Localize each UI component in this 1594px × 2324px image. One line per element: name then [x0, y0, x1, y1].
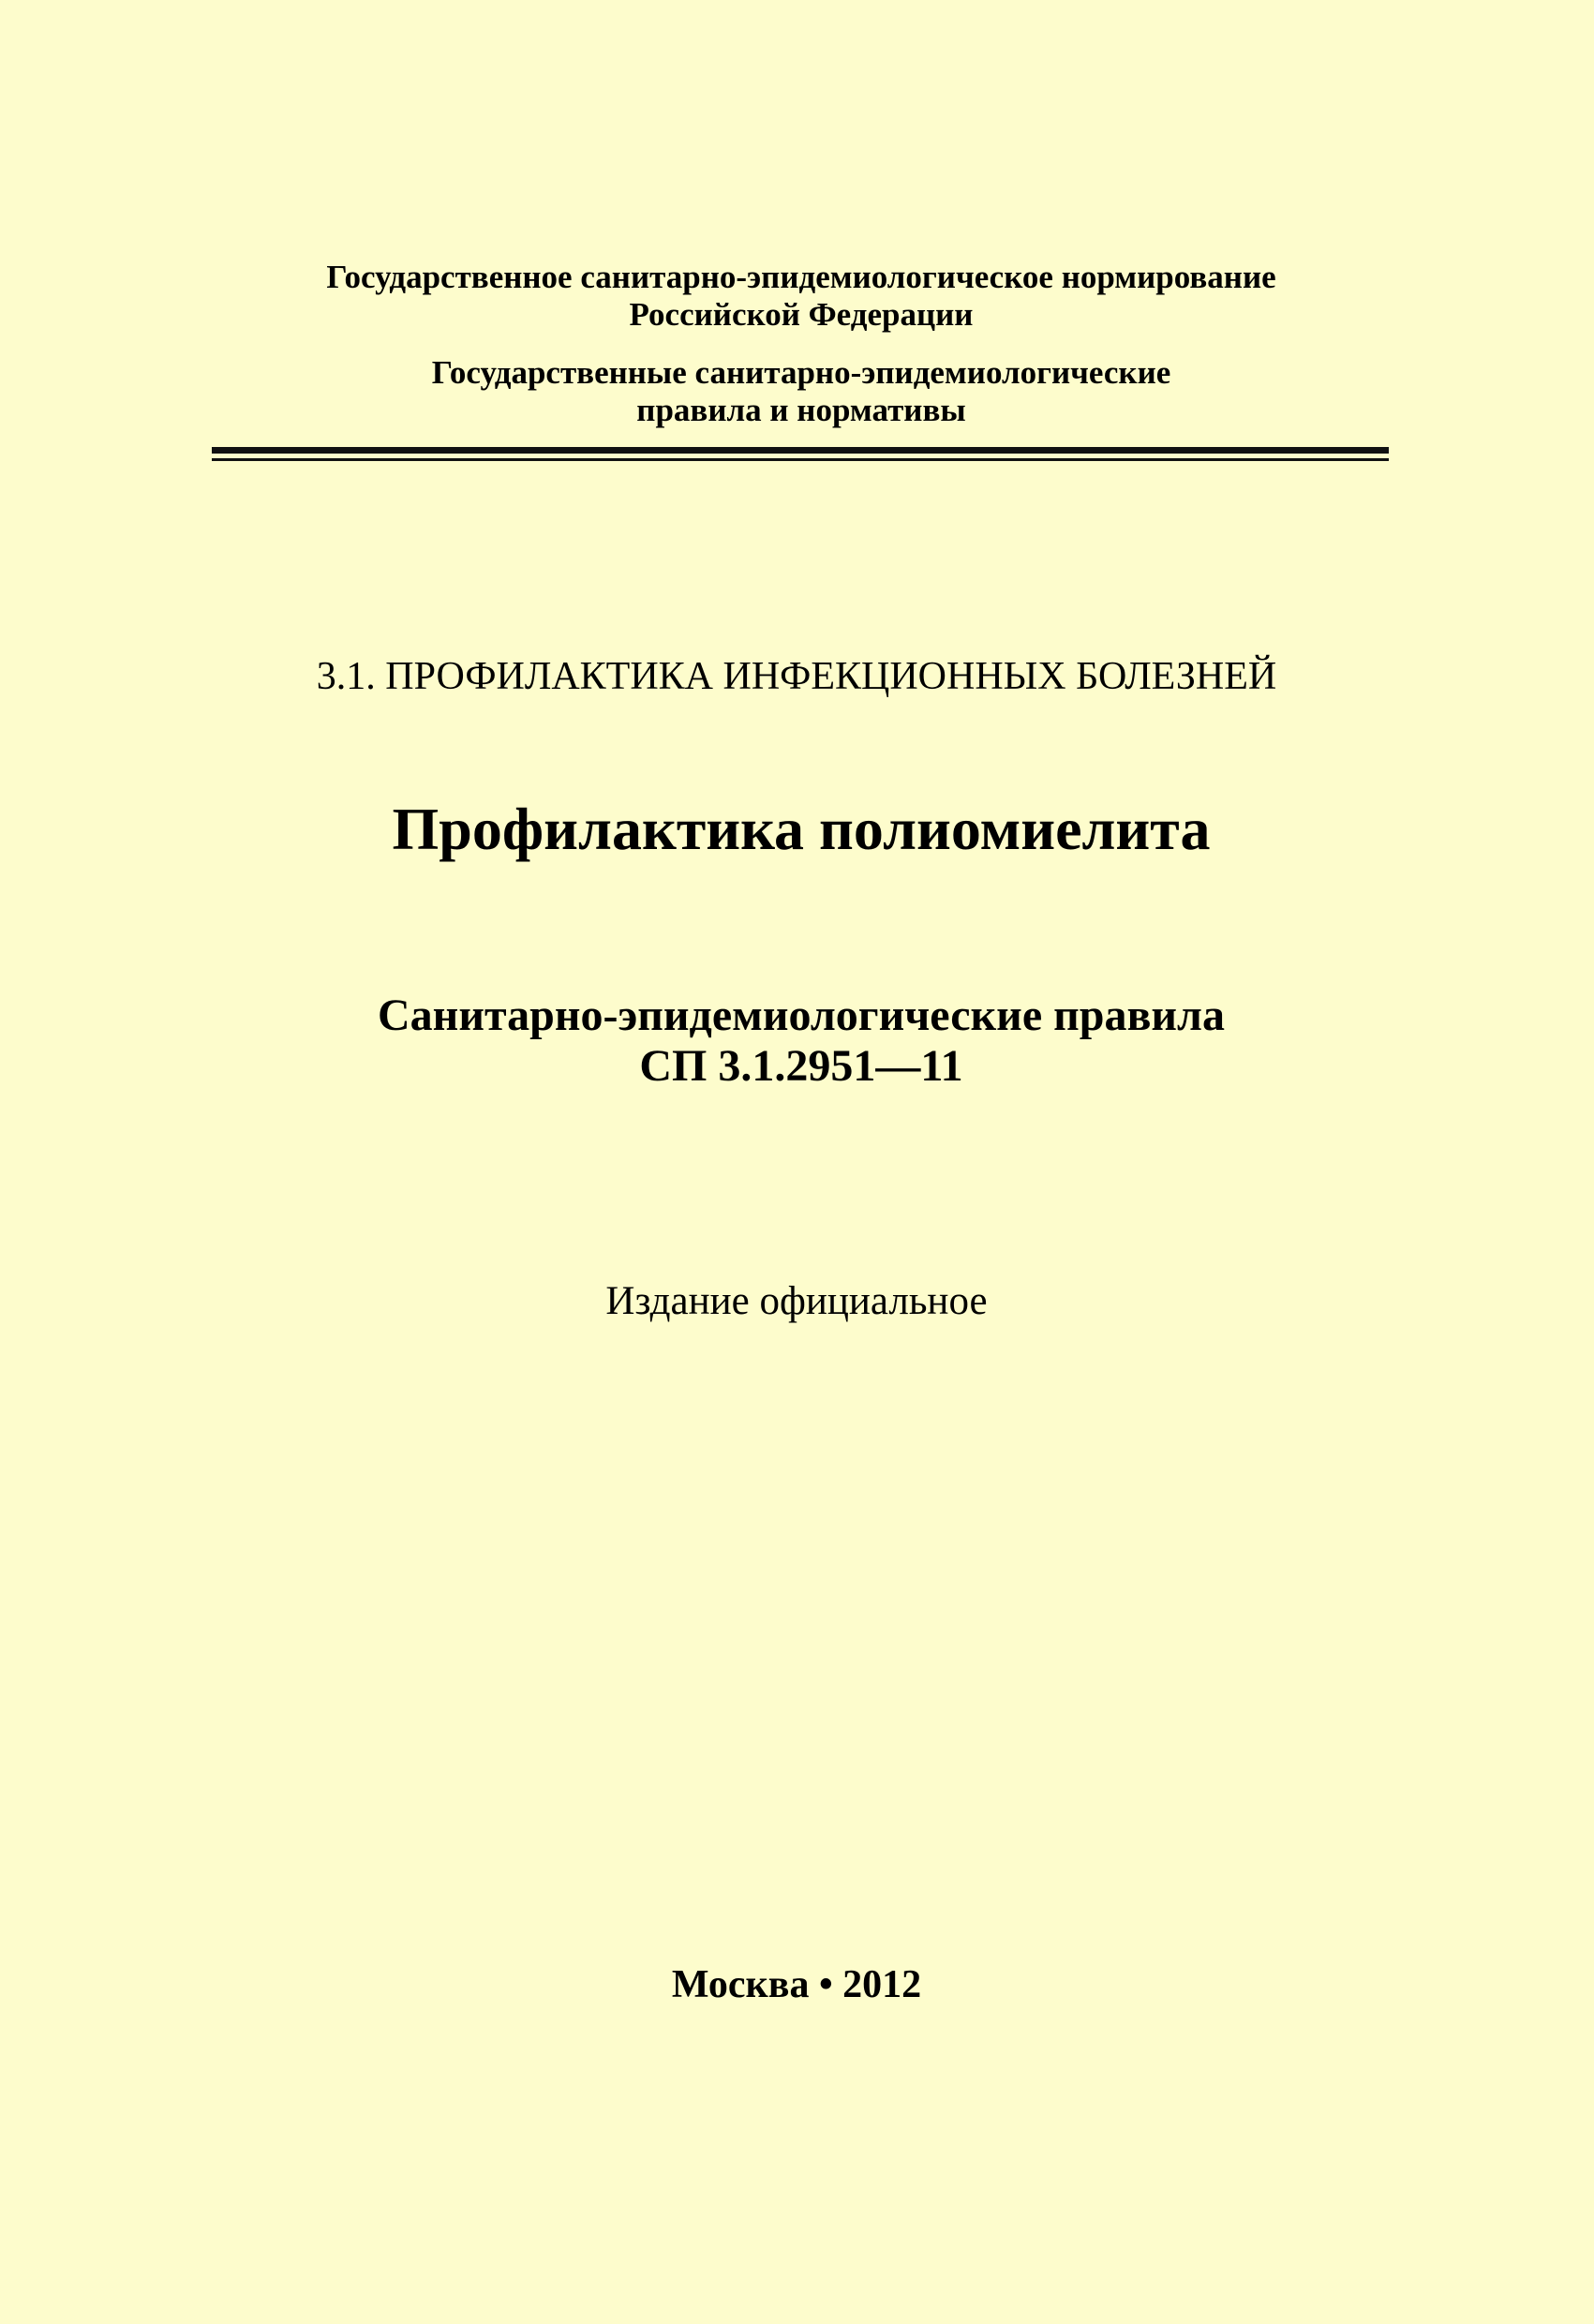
series-line-2: правила и нормативы	[636, 392, 966, 428]
document-code: СП 3.1.2951—11	[639, 1041, 963, 1091]
document-series	[0, 354, 1594, 429]
section-heading: 3.1. ПРОФИЛАКТИКА ИНФЕКЦИОННЫХ БОЛЕЗНЕЙ	[316, 655, 1277, 698]
publication-imprint: Москва • 2012	[671, 1963, 922, 2006]
edition-label: Издание официальное	[605, 1279, 988, 1323]
issuing-authority	[0, 259, 1594, 334]
header-divider-thin	[212, 458, 1389, 461]
document-title: Профилактика полиомиелита	[392, 796, 1211, 862]
authority-line-1: Государственное санитарно-эпидемиологическое нормирование	[326, 259, 1276, 295]
document-designation	[0, 991, 1594, 1092]
series-line-1: Государственные санитарно-эпидемиологические	[431, 354, 1171, 391]
document-type: Санитарно-эпидемиологические правила	[378, 991, 1225, 1040]
authority-line-2: Российской Федерации	[629, 296, 974, 333]
header-divider-thick	[212, 447, 1389, 454]
